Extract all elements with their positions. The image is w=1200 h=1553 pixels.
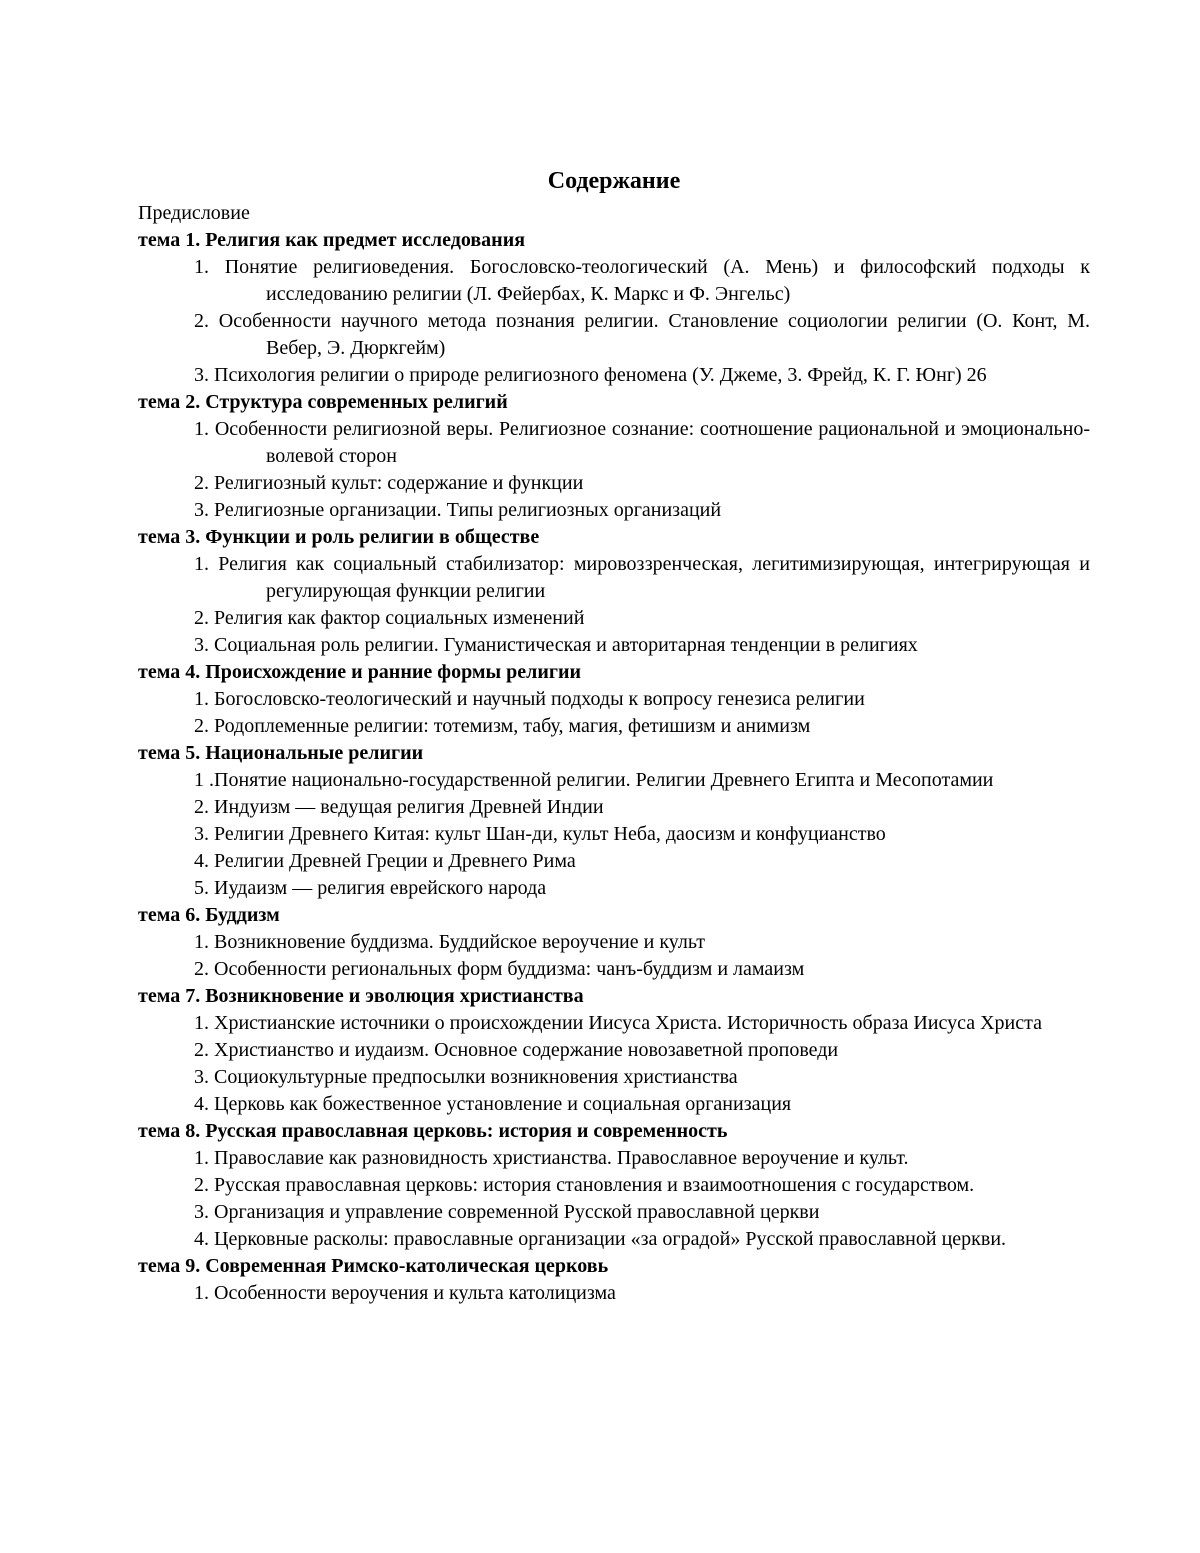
toc-topic bbox=[138, 1253, 1090, 1307]
subtopic-item: 3. Социальная роль религии. Гуманистическая и авторитарная тенденции в религиях bbox=[194, 634, 918, 656]
topic-heading: тема 6. Буддизм bbox=[138, 904, 280, 926]
subtopic-item: 1. Понятие религиоведения. Богословско-теологический (А. Мень) и философский подходы к исследованию религии (Л. Фейербах, К. Маркс и Ф. Энгельс) bbox=[194, 256, 1090, 305]
subtopic-item: 2. Особенности региональных форм буддизма: чанъ-буддизм и ламаизм bbox=[194, 958, 805, 980]
topic-heading: тема 7. Возникновение и эволюция христианства bbox=[138, 985, 584, 1007]
subtopic-item: 1. Особенности вероучения и культа католицизма bbox=[194, 1282, 616, 1304]
subtopic-item: 4. Церковь как божественное установление и социальная организация bbox=[194, 1093, 792, 1115]
subtopic-item: 1. Христианские источники о происхождении Иисуса Христа. Историчность образа Иисуса Христа bbox=[194, 1012, 1042, 1034]
subtopic-list bbox=[138, 767, 1090, 902]
toc-topic bbox=[138, 524, 1090, 659]
subtopic-item: 3. Организация и управление современной Русской православной церкви bbox=[194, 1201, 820, 1223]
toc-topic bbox=[138, 227, 1090, 389]
subtopic-item: 1. Богословско-теологический и научный подходы к вопросу генезиса религии bbox=[194, 688, 865, 710]
subtopic-list bbox=[138, 1145, 1090, 1253]
page-title: Содержание bbox=[547, 168, 681, 194]
topic-heading: тема 8. Русская православная церковь: история и современность bbox=[138, 1120, 728, 1142]
subtopic-list bbox=[138, 686, 1090, 740]
subtopic-list bbox=[138, 1280, 1090, 1307]
subtopic-item: 5. Иудаизм — религия еврейского народа bbox=[194, 877, 547, 899]
toc-topic bbox=[138, 902, 1090, 983]
topic-heading: тема 9. Современная Римско-католическая церковь bbox=[138, 1255, 609, 1277]
subtopic-item: 1. Особенности религиозной веры. Религиозное сознание: соотношение рациональной и эмоционально-волевой сторон bbox=[194, 418, 1090, 467]
toc-topic bbox=[138, 740, 1090, 902]
topic-heading: тема 5. Национальные религии bbox=[138, 742, 424, 764]
topic-heading: тема 1. Религия как предмет исследования bbox=[138, 229, 526, 251]
subtopic-item: 1. Возникновение буддизма. Буддийское вероучение и культ bbox=[194, 931, 705, 953]
subtopic-item: 2. Индуизм — ведущая религия Древней Индии bbox=[194, 796, 604, 818]
subtopic-item: 2. Родоплеменные религии: тотемизм, табу, магия, фетишизм и анимизм bbox=[194, 715, 811, 737]
subtopic-item: 1. Православие как разновидность христианства. Православное вероучение и культ. bbox=[194, 1147, 909, 1169]
document-page bbox=[138, 166, 1090, 1307]
subtopic-list bbox=[138, 551, 1090, 659]
subtopic-item: 2. Христианство и иудаизм. Основное содержание новозаветной проповеди bbox=[194, 1039, 839, 1061]
toc-topic bbox=[138, 1118, 1090, 1253]
subtopic-item: 2. Русская православная церковь: история становления и взаимоотношения с государством. bbox=[194, 1174, 975, 1196]
topic-heading: тема 4. Происхождение и ранние формы религии bbox=[138, 661, 582, 683]
subtopic-item: 2. Особенности научного метода познания религии. Становление социологии религии (О. Конт, М. Вебер, Э. Дюркгейм) bbox=[194, 310, 1090, 359]
topic-heading: тема 3. Функции и роль религии в обществе bbox=[138, 526, 540, 548]
subtopic-item: 2. Религиозный культ: содержание и функции bbox=[194, 472, 584, 494]
subtopic-item: 1 .Понятие национально-государственной религии. Религии Древнего Египта и Месопотамии bbox=[194, 769, 994, 791]
subtopic-list bbox=[138, 929, 1090, 983]
toc-topic bbox=[138, 389, 1090, 524]
subtopic-list bbox=[138, 254, 1090, 389]
subtopic-item: 3. Религиозные организации. Типы религиозных организаций bbox=[194, 499, 722, 521]
topic-heading: тема 2. Структура современных религий bbox=[138, 391, 508, 413]
subtopic-item: 3. Религии Древнего Китая: культ Шан-ди, культ Неба, даосизм и конфуцианство bbox=[194, 823, 886, 845]
subtopic-item: 1. Религия как социальный стабилизатор: мировоззренческая, легитимизирующая, интегрирующая и регулирующая функции религии bbox=[194, 553, 1090, 602]
toc-topic bbox=[138, 659, 1090, 740]
table-of-contents bbox=[138, 227, 1090, 1307]
subtopic-list bbox=[138, 416, 1090, 524]
subtopic-item: 2. Религия как фактор социальных изменений bbox=[194, 607, 585, 629]
subtopic-item: 4. Религии Древней Греции и Древнего Рима bbox=[194, 850, 576, 872]
subtopic-item: 3. Психология религии о природе религиозного феномена (У. Джеме, 3. Фрейд, К. Г. Юнг) 26 bbox=[194, 364, 987, 386]
preface-entry: Предисловие bbox=[138, 202, 250, 224]
toc-topic bbox=[138, 983, 1090, 1118]
subtopic-item: 4. Церковные расколы: православные организации «за оградой» Русской православной церкви. bbox=[194, 1228, 1007, 1250]
subtopic-item: 3. Социокультурные предпосылки возникновения христианства bbox=[194, 1066, 738, 1088]
subtopic-list bbox=[138, 1010, 1090, 1118]
